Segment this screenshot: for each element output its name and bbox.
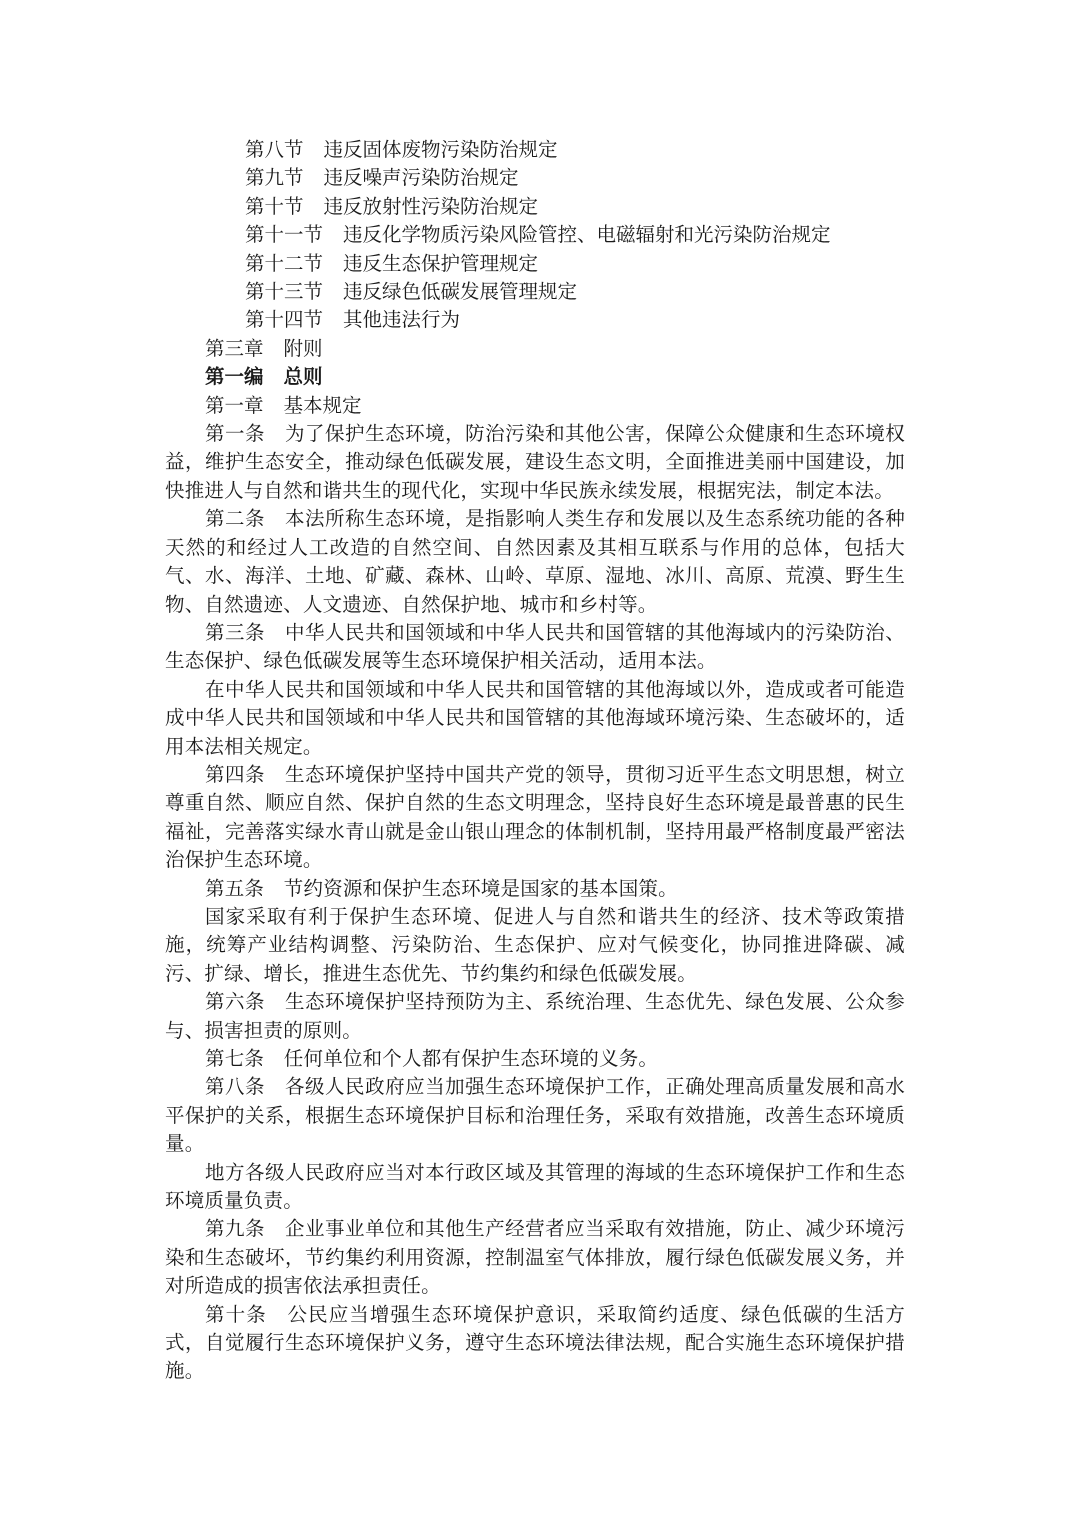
section-number: 第十四节 bbox=[245, 308, 324, 332]
article-paragraph: 在中华人民共和国领域和中华人民共和国管辖的其他海域以外，造成或者可能造成中华人民共和国领域和中华人民共和国管辖的其他海域环境污染、生态破坏的，适用本法相关规定。 bbox=[165, 677, 905, 758]
section-number: 第九节 bbox=[245, 166, 304, 190]
chapter-number: 第三章 bbox=[205, 336, 264, 360]
article-paragraph: 第八条 各级人民政府应当加强生态环境保护工作，正确处理高质量发展和高水平保护的关系，根据生态环境保护目标和治理任务，采取有效措施，改善生态环境质量。 bbox=[165, 1075, 905, 1156]
document-content bbox=[165, 136, 905, 1386]
section-number: 第十一节 bbox=[245, 223, 324, 247]
part-title: 总则 bbox=[283, 365, 323, 389]
section-title: 其他违法行为 bbox=[343, 308, 461, 332]
toc-section bbox=[165, 164, 905, 192]
chapter-number: 第一章 bbox=[205, 393, 264, 417]
article-paragraph: 第九条 企业事业单位和其他生产经营者应当采取有效措施，防止、减少环境污染和生态破坏，节约集约利用资源，控制温室气体排放，履行绿色低碳发展义务，并对所造成的损害依法承担责任。 bbox=[165, 1217, 905, 1298]
part-heading bbox=[165, 363, 905, 391]
toc-section bbox=[165, 221, 905, 249]
article-paragraph: 第五条 节约资源和保护生态环境是国家的基本国策。 bbox=[205, 876, 678, 900]
article-paragraph: 第一条 为了保护生态环境，防治污染和其他公害，保障公众健康和生态环境权益，维护生态安全，推动绿色低碳发展，建设生态文明，全面推进美丽中国建设，加快推进人与自然和谐共生的现代化，实现中华民族永续发展，根据宪法，制定本法。 bbox=[165, 422, 905, 502]
section-title: 违反固体废物污染防治规定 bbox=[323, 138, 558, 161]
toc-section bbox=[165, 136, 905, 164]
section-number: 第十二节 bbox=[245, 251, 324, 275]
article-paragraph: 第四条 生态环境保护坚持中国共产党的领导，贯彻习近平生态文明思想，树立尊重自然、顺应自然、保护自然的生态文明理念，坚持良好生态环境是最普惠的民生福祉，完善落实绿水青山就是金山银山理念的体制机制，坚持用最严格制度最严密法治保护生态环境。 bbox=[165, 762, 905, 872]
section-number: 第八节 bbox=[245, 138, 304, 161]
article-paragraph: 第十条 公民应当增强生态环境保护意识，采取简约适度、绿色低碳的生活方式，自觉履行生态环境保护义务，遵守生态环境法律法规，配合实施生态环境保护措施。 bbox=[165, 1302, 905, 1383]
section-number: 第十三节 bbox=[245, 280, 324, 304]
section-title: 违反噪声污染防治规定 bbox=[323, 166, 519, 190]
article-paragraph: 地方各级人民政府应当对本行政区域及其管理的海域的生态环境保护工作和生态环境质量负责。 bbox=[165, 1160, 905, 1213]
chapter-title: 基本规定 bbox=[283, 393, 362, 417]
article-paragraph: 第七条 任何单位和个人都有保护生态环境的义务。 bbox=[205, 1047, 659, 1070]
section-title: 违反生态保护管理规定 bbox=[343, 251, 539, 275]
toc-section bbox=[165, 193, 905, 221]
toc-section bbox=[165, 306, 905, 334]
article-paragraph: 第三条 中华人民共和国领域和中华人民共和国管辖的其他海域内的污染防治、生态保护、绿色低碳发展等生态环境保护相关活动，适用本法。 bbox=[165, 620, 905, 673]
article-paragraph: 第六条 生态环境保护坚持预防为主、系统治理、生态优先、绿色发展、公众参与、损害担责的原则。 bbox=[165, 990, 905, 1042]
section-title: 违反绿色低碳发展管理规定 bbox=[343, 280, 578, 304]
toc-section bbox=[165, 250, 905, 278]
part-number: 第一编 bbox=[205, 365, 264, 389]
toc-section bbox=[165, 278, 905, 306]
article-paragraph: 国家采取有利于保护生态环境、促进人与自然和谐共生的经济、技术等政策措施，统筹产业结构调整、污染防治、生态保护、应对气候变化，协同推进降碳、减污、扩绿、增长，推进生态优先、节约集约和绿色低碳发展。 bbox=[165, 904, 905, 985]
section-title: 违反化学物质污染风险管控、电磁辐射和光污染防治规定 bbox=[343, 223, 831, 247]
section-number: 第十节 bbox=[245, 194, 304, 218]
toc-chapter bbox=[165, 335, 905, 363]
chapter-heading bbox=[165, 392, 905, 420]
article-paragraph: 第二条 本法所称生态环境，是指影响人类生存和发展以及生态系统功能的各种天然的和经过人工改造的自然空间、自然因素及其相互联系与作用的总体，包括大气、水、海洋、土地、矿藏、森林、山岭、草原、湿地、冰川、高原、荒漠、野生生物、自然遗迹、人文遗迹、自然保护地、城市和乡村等。 bbox=[165, 507, 905, 616]
chapter-title: 附则 bbox=[283, 336, 323, 360]
section-title: 违反放射性污染防治规定 bbox=[323, 194, 539, 218]
